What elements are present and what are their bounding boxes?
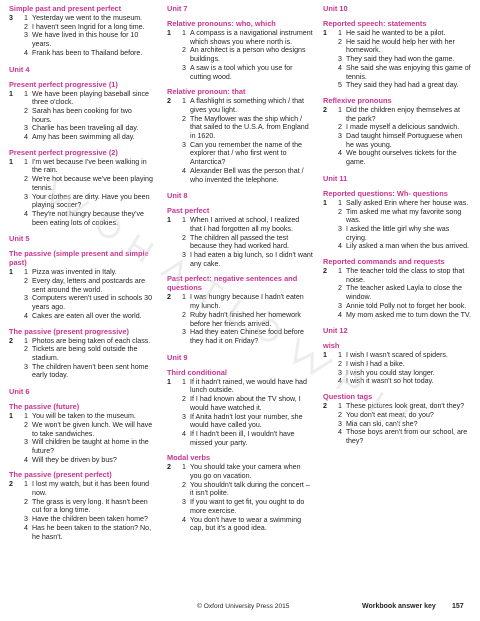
exercise-number: 1 [167, 29, 171, 37]
unit-heading: Unit 9 [167, 352, 188, 362]
answer-item-number: 3 [338, 132, 342, 141]
copyright-notice: © Oxford University Press 2015 [197, 603, 290, 610]
answer-item-text: An architect is a person who designs buildings. [190, 46, 306, 64]
answer-item-text: Pizza was invented in Italy. [32, 268, 117, 277]
exercise-number: 1 [167, 216, 171, 225]
answer-item-text: I lost my watch, but it has been found now. [32, 480, 150, 498]
exercise-number: 2 [323, 267, 327, 276]
answer-item [338, 311, 471, 320]
answer-item [182, 251, 313, 268]
exercise-block [167, 463, 313, 533]
answer-item-text: I wish you could stay longer. [346, 368, 435, 377]
answer-item-text: Cakes are eaten all over the world. [32, 311, 142, 320]
answer-item-text: The grass is very long. It hasn't been cut for a long time. [32, 497, 148, 515]
answer-item-number: 1 [338, 351, 342, 360]
answer-item-text: Ruby hadn't finished her homework before her friends arrived. [190, 310, 301, 328]
exercise-block [9, 337, 153, 381]
answer-item-text: I haven't seen Ingrid for a long time. [32, 22, 145, 31]
answer-item-number: 1 [338, 29, 342, 37]
answer-item-text: If I had known about the TV show, I would have watched it. [190, 395, 301, 412]
section-heading: Relative pronouns: who, which [167, 19, 276, 28]
answer-item [24, 175, 153, 192]
answer-item [24, 294, 153, 311]
exercise-number: 2 [167, 97, 171, 106]
answer-item-text: These pictures look great, don't they? [346, 402, 465, 411]
answer-item [24, 480, 153, 497]
exercise-block [167, 378, 313, 448]
answer-item-text: You shouldn't talk during the concert – it isn't polite. [190, 480, 310, 498]
answer-item [182, 328, 313, 345]
answer-item [338, 402, 471, 411]
answer-item-number: 1 [338, 198, 342, 207]
answer-item-number: 1 [24, 268, 28, 277]
exercise-number: 2 [9, 336, 13, 345]
exercise-block [9, 90, 153, 142]
answer-item-text: Charlie has been traveling all day. [32, 124, 139, 133]
answer-item-text: Frank has been to Thailand before. [32, 48, 143, 57]
answer-item-number: 4 [338, 377, 342, 386]
answer-item-number: 4 [338, 242, 342, 251]
answer-item-text: I was hungry because I hadn't eaten my lunch. [190, 293, 304, 311]
answer-item [182, 481, 313, 498]
answer-item-text: Annie told Polly not to forget her book. [346, 301, 467, 310]
answer-item [24, 498, 153, 515]
footer-label: Workbook answer key [362, 603, 436, 610]
unit-heading: Unit 12 [323, 326, 348, 336]
exercise-block [9, 14, 153, 58]
answer-item [338, 38, 471, 55]
answer-item [338, 369, 471, 378]
answer-item-number: 1 [338, 402, 342, 411]
answer-item-number: 2 [182, 395, 186, 404]
exercise-number: 2 [167, 293, 171, 302]
answer-item [24, 210, 153, 227]
section-heading: Modal verbs [167, 453, 211, 463]
unit-heading: Unit 7 [167, 4, 188, 13]
answer-item-text: If you want to get fit, you ought to do more exercise. [190, 498, 305, 515]
exercise-number: 1 [9, 268, 13, 277]
answer-item [338, 29, 471, 38]
answer-item-text: The children haven't been sent home early today. [32, 362, 149, 380]
answer-item-text: Can you remember the name of the explorer that / who first went to Antarctica? [190, 140, 302, 167]
unit-heading: Unit 4 [9, 64, 30, 74]
answer-item-text: I asked the little girl why she was crying. [346, 224, 450, 242]
answer-item-text: If it hadn't rained, we would have had lunch outside. [190, 377, 307, 395]
answer-item [24, 277, 153, 294]
answer-item-number: 2 [338, 123, 342, 132]
section-heading: Present perfect progressive (1) [9, 79, 118, 89]
answer-item-number: 1 [24, 412, 28, 421]
answer-item-number: 2 [24, 22, 28, 31]
answer-item-text: Your clothes are dirty. Have you been playing soccer? [32, 192, 150, 210]
exercise-block [9, 158, 153, 228]
answer-item-text: Will they be driven by bus? [32, 455, 117, 464]
section-heading: wish [323, 341, 340, 351]
answer-item-number: 2 [24, 175, 28, 184]
exercise-number: 1 [323, 351, 327, 360]
section-heading: Simple past and present perfect [9, 4, 122, 13]
answer-item-text: She said she was enjoying this game of tennis. [346, 63, 471, 81]
answer-item-text: A saw is a tool which you use for cutting wood. [190, 63, 293, 81]
answer-item-text: I wish I wasn't scared of spiders. [346, 351, 448, 360]
answer-item-number: 1 [24, 89, 28, 98]
answer-item [182, 293, 313, 310]
answer-item-number: 3 [182, 498, 186, 507]
exercise-block [323, 29, 471, 90]
answer-item-number: 4 [338, 149, 342, 158]
answer-item-number: 1 [338, 267, 342, 276]
answer-item-number: 1 [24, 336, 28, 345]
answer-item-text: Have the children been taken home? [32, 515, 148, 524]
answer-item [24, 268, 153, 277]
answer-item [338, 284, 471, 301]
answer-item-number: 3 [24, 31, 28, 40]
exercise-block [167, 29, 313, 81]
exercise-block [323, 402, 471, 446]
section-heading: Reported speech: statements [323, 19, 427, 28]
answer-item-text: They said they had won the game. [346, 55, 455, 64]
exercise-number: 1 [323, 29, 327, 37]
answer-item-number: 2 [24, 497, 28, 506]
exercise-number: 1 [9, 412, 13, 421]
answer-item-number: 2 [24, 277, 28, 286]
answer-item [338, 302, 471, 311]
section-heading: Present perfect progressive (2) [9, 147, 118, 157]
answer-item-text: I wish I had a bike. [346, 359, 405, 368]
answer-item-number: 2 [24, 345, 28, 354]
answer-item-number: 3 [182, 328, 186, 337]
answer-item [24, 524, 153, 541]
answer-item [338, 428, 471, 445]
answer-item [182, 97, 313, 114]
answer-item-number: 2 [338, 410, 342, 419]
answer-item [182, 234, 313, 251]
answer-item-number: 4 [182, 166, 186, 175]
answer-item [24, 363, 153, 380]
unit-heading: Unit 11 [323, 173, 348, 183]
answer-item [338, 420, 471, 429]
answer-item [182, 115, 313, 141]
answer-item [182, 516, 313, 533]
exercise-block [323, 106, 471, 167]
answer-item [24, 438, 153, 455]
section-heading: Past perfect: negative sentences and questions [167, 274, 298, 293]
exercise-block [9, 412, 153, 464]
answer-item [182, 463, 313, 480]
section-heading: The passive (future) [9, 402, 80, 412]
answer-item [24, 31, 153, 48]
answer-item-text: Sally asked Erin where her house was. [346, 198, 469, 207]
page-number: 157 [452, 603, 464, 610]
answer-item-number: 2 [24, 420, 28, 429]
answer-item-text: I made myself a delicious sandwich. [346, 123, 460, 132]
answer-item-text: Every day, letters and postcards are sent around the world. [32, 277, 146, 294]
unit-heading: Unit 5 [9, 234, 30, 244]
answer-item [338, 199, 471, 208]
answer-item-text: Those boys aren't from our school, are they? [346, 428, 468, 445]
answer-item-text: Dad taught himself Portuguese when he was young. [346, 132, 463, 149]
exercise-number: 2 [323, 105, 327, 114]
page-footer [0, 601, 480, 613]
answer-item-number: 4 [24, 523, 28, 532]
answer-item [182, 46, 313, 63]
answer-item [338, 411, 471, 420]
exercise-block [167, 97, 313, 184]
answer-item-number: 3 [338, 368, 342, 377]
answer-item-number: 3 [182, 63, 186, 72]
answer-item-text: Alexander Bell was the person that / who invented the telephone. [190, 166, 304, 184]
answer-item-number: 3 [24, 515, 28, 524]
answer-item [24, 124, 153, 133]
answer-item-number: 4 [338, 63, 342, 72]
answer-item-text: My mom asked me to turn down the TV. [346, 310, 471, 319]
exercise-number: 2 [323, 402, 327, 411]
answer-item [24, 107, 153, 124]
answer-item [24, 14, 153, 23]
answer-item-text: If I hadn't been ill, I wouldn't have missed your party. [190, 429, 295, 447]
exercise-block [323, 199, 471, 251]
answer-item-number: 3 [24, 362, 28, 371]
exercise-number: 2 [9, 480, 13, 489]
answer-item-text: Tickets are being sold outside the stadium. [32, 345, 138, 362]
answer-item-number: 2 [338, 284, 342, 293]
answer-item-text: Tim asked me what my favorite song was. [346, 207, 462, 225]
answer-column-3 [323, 4, 471, 446]
exercise-number: 1 [167, 377, 171, 386]
answer-item-text: Did the children enjoy themselves at the park? [346, 105, 460, 123]
answer-item-number: 2 [182, 480, 186, 489]
exercise-number: 1 [9, 157, 13, 166]
answer-item [24, 345, 153, 362]
answer-column-2 [167, 4, 313, 533]
answer-item-number: 1 [182, 97, 186, 106]
answer-item-number: 1 [24, 480, 28, 489]
answer-item [182, 216, 313, 233]
answer-item-text: Computers weren't used in schools 30 years ago. [32, 294, 153, 312]
exercise-block [167, 216, 313, 268]
answer-item-text: I had eaten a big lunch, so I didn't want any cake. [190, 251, 313, 268]
answer-item-text: They're not hungry because they've been eating lots of cookies. [32, 209, 144, 227]
answer-item [338, 81, 471, 90]
answer-item-number: 3 [338, 224, 342, 233]
answer-item [182, 498, 313, 515]
answer-item-text: I'm wet because I've been walking in the rain. [32, 157, 147, 175]
answer-item-number: 2 [182, 233, 186, 242]
answer-item [338, 377, 471, 386]
answer-item [24, 90, 153, 107]
answer-item-number: 4 [182, 429, 186, 438]
answer-item [24, 193, 153, 210]
answer-item-number: 3 [24, 124, 28, 133]
answer-item [338, 55, 471, 64]
answer-item [24, 158, 153, 175]
answer-item-number: 1 [24, 157, 28, 166]
section-heading: Relative pronoun: that [167, 87, 246, 97]
exercise-block [323, 267, 471, 319]
answer-item [338, 208, 471, 225]
answer-item-text: You will be taken to the museum. [32, 412, 136, 421]
answer-item-number: 4 [24, 209, 28, 218]
answer-item-text: You should take your camera when you go on vacation. [190, 463, 301, 481]
answer-item-text: Lily asked a man when the bus arrived. [346, 242, 470, 251]
answer-item-number: 4 [24, 133, 28, 142]
answer-item-number: 5 [338, 81, 342, 90]
exercise-number: 3 [9, 14, 13, 22]
answer-item-number: 2 [338, 359, 342, 368]
answer-item-text: He said he wanted to be a pilot. [346, 29, 446, 37]
unit-heading: Unit 10 [323, 4, 348, 13]
answer-item [338, 225, 471, 242]
answer-item-text: Had they eaten Chinese food before they had it on Friday? [190, 328, 304, 345]
answer-item-number: 3 [24, 192, 28, 201]
answer-item-number: 3 [338, 419, 342, 428]
exercise-number: 1 [9, 89, 13, 98]
answer-item-number: 2 [338, 207, 342, 216]
answer-item-number: 1 [182, 293, 186, 302]
section-heading: The passive (present progressive) [9, 326, 129, 336]
answer-item-number: 1 [338, 105, 342, 114]
answer-item [182, 413, 313, 430]
answer-item-number: 2 [24, 106, 28, 115]
answer-item-number: 1 [182, 29, 186, 37]
answer-item [338, 360, 471, 369]
section-heading: The passive (simple present and simple past) [9, 249, 149, 268]
answer-item [24, 23, 153, 32]
answer-item [24, 421, 153, 438]
answer-item-number: 4 [24, 48, 28, 57]
answer-item [182, 64, 313, 81]
answer-item-text: They said they had had a great day. [346, 81, 459, 90]
answer-item [182, 311, 313, 328]
answer-item-text: The Mayflower was the ship which / that sailed to the U.S.A. from England in 1620. [190, 114, 309, 141]
section-heading: Third conditional [167, 367, 227, 377]
answer-item-text: A flashlight is something which / that gives you light. [190, 97, 304, 114]
answer-item [24, 49, 153, 58]
answer-item-text: You don't eat meat, do you? [346, 410, 434, 419]
answer-item [24, 515, 153, 524]
answer-item [24, 133, 153, 142]
answer-item [338, 149, 471, 166]
answer-item-text: Mia can ski, can't she? [346, 419, 418, 428]
answer-item [338, 64, 471, 81]
answer-item-number: 2 [182, 114, 186, 123]
answer-item-text: A compass is a navigational instrument which shows you where north is. [190, 29, 313, 46]
answer-item [182, 430, 313, 447]
answer-item-text: You don't have to wear a swimming cap, but it's a good idea. [190, 515, 302, 533]
answer-item-number: 1 [182, 216, 186, 225]
answer-item [182, 378, 313, 395]
answer-item-number: 1 [182, 463, 186, 472]
answer-item-text: We have lived in this house for 10 years. [32, 31, 139, 49]
answer-item-number: 1 [182, 377, 186, 386]
answer-item-text: The teacher asked Layla to close the window. [346, 284, 462, 302]
answer-item-text: Yesterday we went to the museum. [32, 14, 143, 22]
answer-item-number: 3 [182, 140, 186, 149]
answer-item-text: The teacher told the class to stop that noise. [346, 267, 465, 284]
answer-item-number: 4 [338, 310, 342, 319]
answer-item-number: 4 [182, 515, 186, 524]
section-heading: Past perfect [167, 206, 210, 216]
answer-item-number: 4 [338, 428, 342, 437]
section-heading: Question tags [323, 392, 373, 402]
answer-item-number: 2 [182, 310, 186, 319]
answer-item-text: Amy has been swimming all day. [32, 133, 135, 142]
answer-item [338, 242, 471, 251]
answer-item-number: 3 [24, 438, 28, 447]
answer-item-number: 3 [24, 294, 28, 303]
answer-item [338, 267, 471, 284]
answer-item [182, 167, 313, 184]
exercise-block [9, 268, 153, 320]
answer-item-number: 3 [182, 412, 186, 421]
answer-item-text: We're hot because we've been playing tennis. [32, 175, 153, 192]
answer-item [338, 132, 471, 149]
answer-item-text: Will children be taught at home in the future? [32, 438, 149, 455]
unit-heading: Unit 6 [9, 387, 30, 397]
answer-item-text: When I arrived at school, I realized that I had forgotten all my books. [190, 216, 300, 233]
answer-item-number: 3 [338, 55, 342, 64]
answer-item [338, 351, 471, 360]
answer-item [24, 312, 153, 321]
unit-heading: Unit 8 [167, 191, 188, 201]
exercise-number: 1 [323, 198, 327, 207]
answer-item-text: We won't be given lunch. We will have to take sandwiches. [32, 420, 153, 438]
section-heading: Reported questions: Wh- questions [323, 188, 448, 198]
answer-item [24, 456, 153, 465]
answer-item [182, 141, 313, 167]
answer-item-text: We bought ourselves tickets for the game. [346, 149, 457, 167]
answer-item-text: We have been playing baseball since three o'clock. [32, 89, 149, 107]
exercise-block [167, 293, 313, 345]
answer-item [338, 106, 471, 123]
answer-item-text: Has he been taken to the station? No, he hasn't. [32, 523, 152, 541]
answer-item [24, 337, 153, 346]
answer-item-text: He said he would help her with her homework. [346, 37, 455, 55]
answer-item-text: If Anita hadn't lost your number, she would have called you. [190, 412, 303, 430]
answer-item-number: 4 [24, 455, 28, 464]
exercise-number: 2 [167, 463, 171, 472]
section-heading: The passive (present perfect) [9, 470, 112, 480]
answer-item-number: 2 [338, 37, 342, 46]
answer-item-number: 2 [182, 46, 186, 55]
answer-item [182, 395, 313, 412]
answer-item [338, 123, 471, 132]
answer-item-number: 3 [338, 301, 342, 310]
answer-item [24, 412, 153, 421]
section-heading: Reported commands and requests [323, 257, 445, 267]
answer-item-text: The children all passed the test because they had worked hard. [190, 233, 289, 251]
exercise-block [9, 480, 153, 541]
answer-item [182, 29, 313, 46]
answer-item-number: 1 [24, 14, 28, 22]
answer-column-1 [9, 4, 153, 541]
exercise-block [323, 351, 471, 386]
answer-item-number: 3 [182, 251, 186, 260]
answer-item-text: I wish it wasn't so hot today. [346, 377, 434, 386]
answer-item-text: Sarah has been cooking for two hours. [32, 106, 132, 124]
answer-item-number: 4 [24, 311, 28, 320]
section-heading: Reflexive pronouns [323, 95, 392, 105]
answer-item-text: Photos are being taken of each class. [32, 336, 151, 345]
